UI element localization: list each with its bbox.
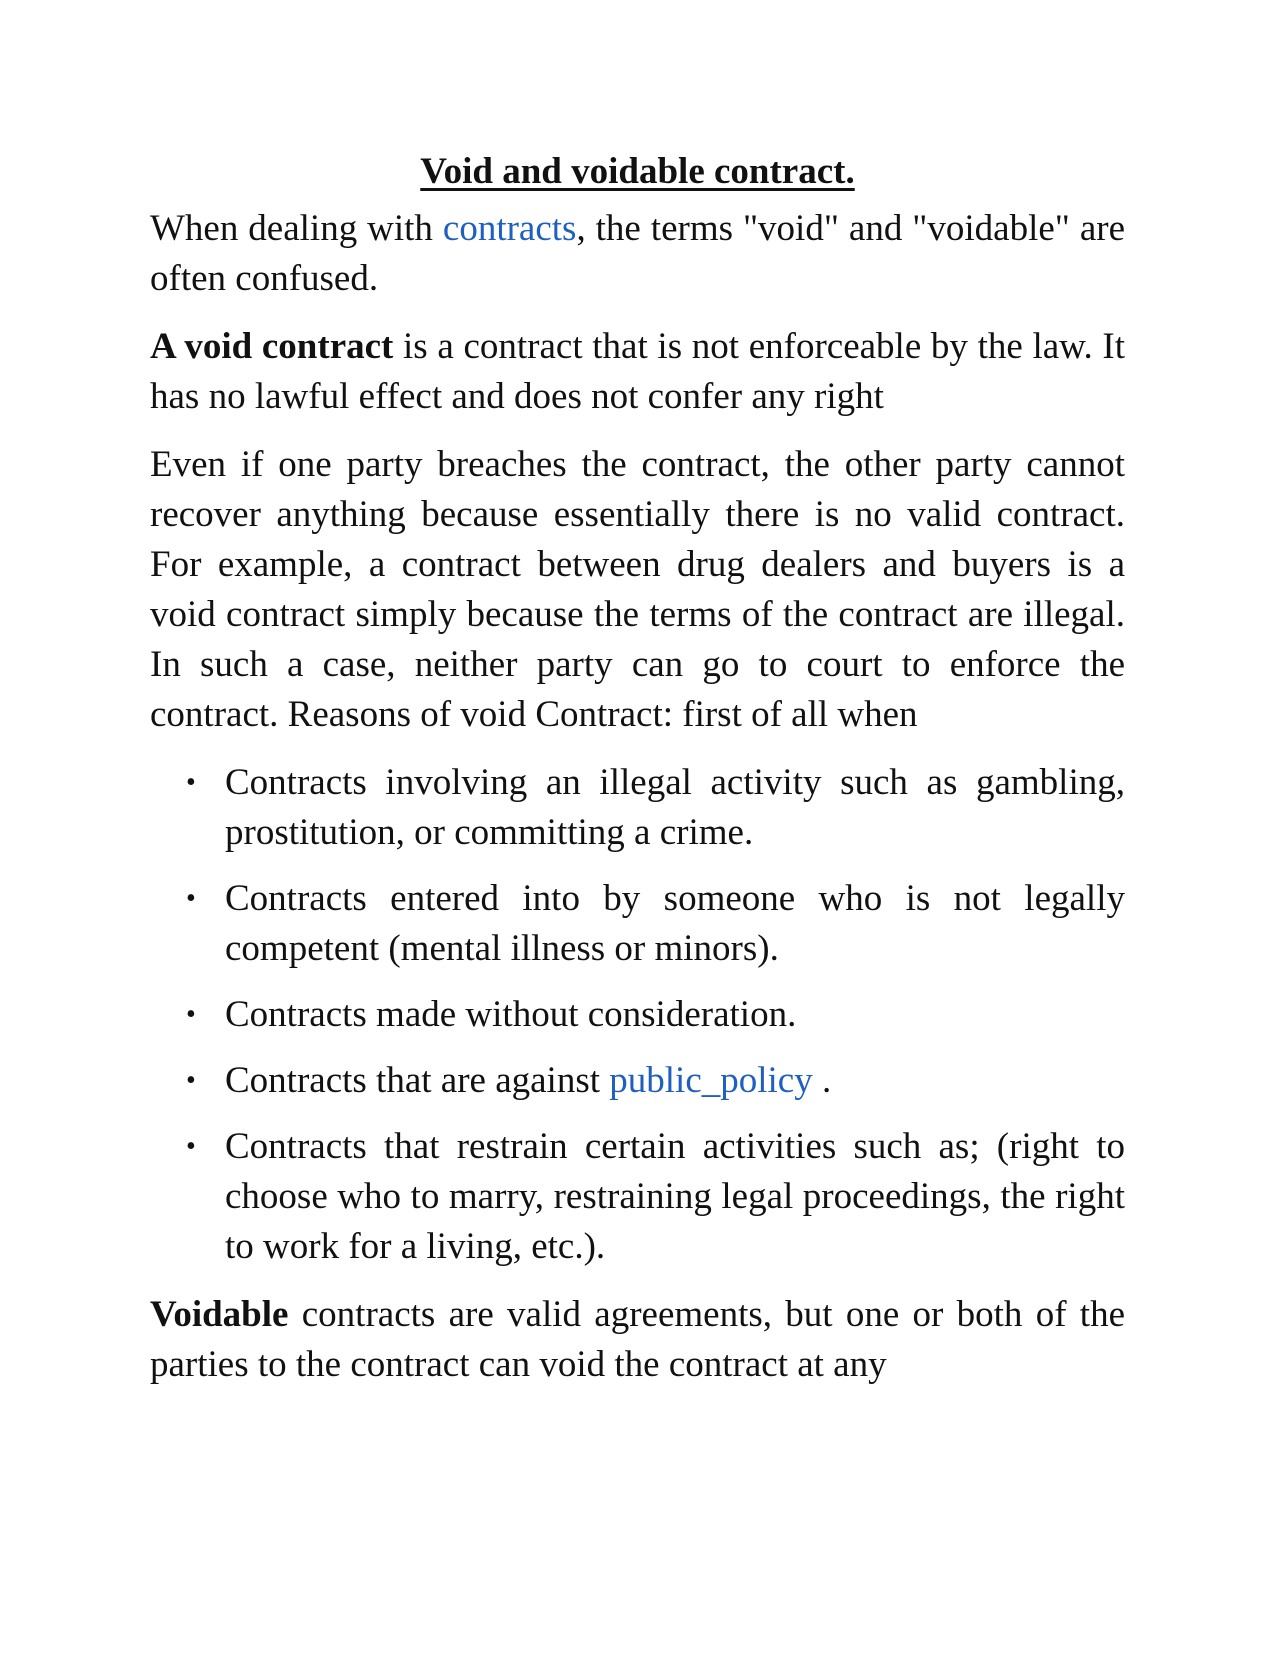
bullet-icon: • xyxy=(186,883,196,914)
breach-paragraph: Even if one party breaches the contract, the other party cannot recover anything because essentially there is no valid contract. For example, a contract between drug dealers and buyers is a void contract simply because the terms of the contract are illegal. In such a case, neither party can go to court to enforce the contract. Reasons of void Contract: first of all when xyxy=(150,444,1125,735)
intro-text-after: , the terms "void" and "voidable" are often confused. xyxy=(150,208,1125,299)
bullet-icon: • xyxy=(186,1131,196,1162)
list-item-text: Contracts involving an illegal activity such as gambling, prostitution, or committing a crime. xyxy=(225,762,1125,853)
contracts-link[interactable]: contracts xyxy=(442,208,577,249)
voidable-term: Voidable xyxy=(150,1294,289,1335)
bullet-icon: • xyxy=(186,1065,196,1096)
void-definition-text: is a contract that is not enforceable by the law. It has no lawful effect and does not confer any right xyxy=(150,326,1125,417)
list-item-text: Contracts entered into by someone who is not legally competent (mental illness or minors). xyxy=(225,878,1125,969)
document-title: Void and voidable contract. xyxy=(420,151,855,192)
document-page xyxy=(150,148,1125,1408)
void-reasons-list xyxy=(150,758,1125,1272)
voidable-definition-text: contracts are valid agreements, but one or both of the parties to the contract can void the contract at any xyxy=(150,1294,1125,1385)
bullet-icon: • xyxy=(186,999,196,1030)
intro-text-before: When dealing with xyxy=(150,208,443,249)
list-item xyxy=(150,1122,1125,1272)
list-item xyxy=(150,874,1125,974)
list-item-text: Contracts that restrain certain activities such as; (right to choose who to marry, restraining legal proceedings, the right to work for a living, etc.). xyxy=(225,1126,1125,1267)
public-policy-link[interactable]: public_policy xyxy=(609,1060,813,1101)
list-item xyxy=(150,990,1125,1040)
list-item xyxy=(150,1056,1125,1106)
list-item-text: Contracts made without consideration. xyxy=(225,994,797,1035)
policy-text-after: . xyxy=(812,1060,832,1101)
voidable-definition-paragraph xyxy=(150,1290,1125,1390)
policy-text-before: Contracts that are against xyxy=(225,1060,610,1101)
bullet-icon: • xyxy=(186,767,196,798)
list-item xyxy=(150,758,1125,858)
intro-paragraph xyxy=(150,204,1125,304)
void-contract-term: A void contract xyxy=(150,326,394,367)
void-definition-paragraph xyxy=(150,322,1125,422)
